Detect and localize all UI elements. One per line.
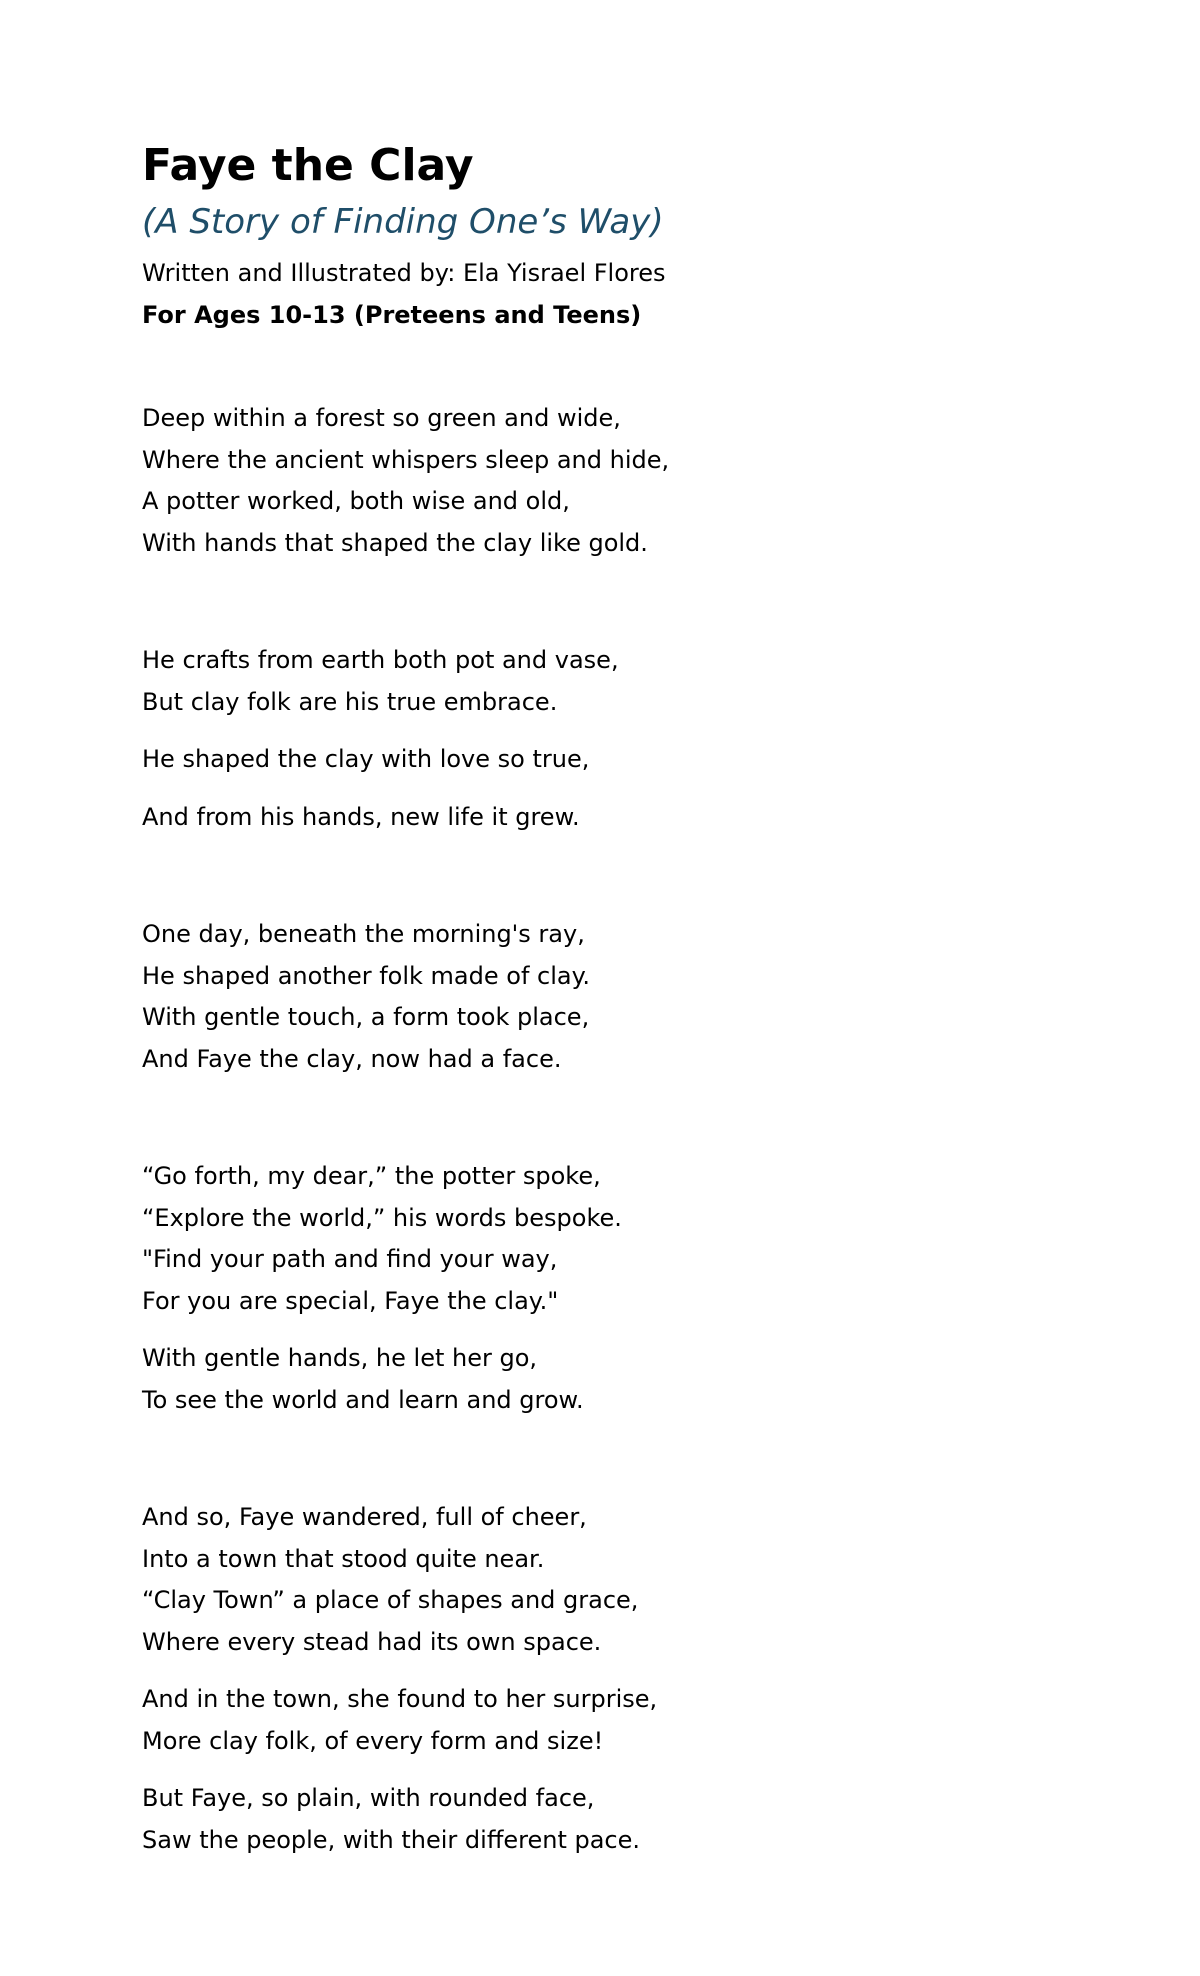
poem-line: “Explore the world,” his words bespoke. xyxy=(142,1203,622,1232)
poem-line: Saw the people, with their different pace. xyxy=(142,1825,641,1854)
poem-line: He shaped another folk made of clay. xyxy=(142,961,590,990)
document-page xyxy=(142,138,1042,1861)
poem-line: More clay folk, of every form and size! xyxy=(142,1726,604,1755)
stanza xyxy=(142,1156,1042,1322)
stanza xyxy=(142,1778,1042,1861)
poem-line: “Go forth, my dear,” the potter spoke, xyxy=(142,1162,601,1190)
poem-line: A potter worked, both wise and old, xyxy=(142,487,570,515)
poem-line: For you are special, Faye the clay." xyxy=(142,1286,559,1315)
poem-line: Into a town that stood quite near. xyxy=(142,1544,545,1573)
poem-line: He crafts from earth both pot and vase, xyxy=(142,646,619,674)
stanza xyxy=(142,739,1042,781)
stanza xyxy=(142,1338,1042,1421)
poem-line: But Faye, so plain, with rounded face, xyxy=(142,1784,595,1812)
poem-body xyxy=(142,398,1042,1861)
poem-line: To see the world and learn and grow. xyxy=(142,1385,584,1414)
document-subtitle: (A Story of Finding One’s Way) xyxy=(142,202,664,242)
poem-line: One day, beneath the morning's ray, xyxy=(142,920,585,948)
poem-line: Deep within a forest so green and wide, xyxy=(142,404,621,432)
poem-line: With hands that shaped the clay like gold. xyxy=(142,528,648,557)
poem-line: And from his hands, new life it grew. xyxy=(142,802,580,831)
poem-line: And Faye the clay, now had a face. xyxy=(142,1044,562,1073)
poem-line: And in the town, she found to her surprise, xyxy=(142,1685,658,1713)
poem-line: But clay folk are his true embrace. xyxy=(142,687,558,716)
stanza xyxy=(142,398,1042,564)
age-range: For Ages 10-13 (Preteens and Teens) xyxy=(142,301,642,329)
poem-line: Where every stead had its own space. xyxy=(142,1627,602,1656)
poem-line: And so, Faye wandered, full of cheer, xyxy=(142,1503,587,1531)
poem-line: With gentle hands, he let her go, xyxy=(142,1344,538,1372)
poem-line: "Find your path and find your way, xyxy=(142,1245,558,1273)
poem-line: With gentle touch, a form took place, xyxy=(142,1003,590,1031)
author-byline: Written and Illustrated by: Ela Yisrael Flores xyxy=(142,259,666,287)
stanza xyxy=(142,914,1042,1080)
stanza xyxy=(142,1497,1042,1663)
stanza xyxy=(142,640,1042,723)
poem-line: “Clay Town” a place of shapes and grace, xyxy=(142,1586,639,1614)
poem-line: Where the ancient whispers sleep and hide, xyxy=(142,445,670,474)
stanza xyxy=(142,797,1042,839)
poem-line: He shaped the clay with love so true, xyxy=(142,745,590,773)
stanza xyxy=(142,1679,1042,1762)
document-title: Faye the Clay xyxy=(142,140,474,191)
